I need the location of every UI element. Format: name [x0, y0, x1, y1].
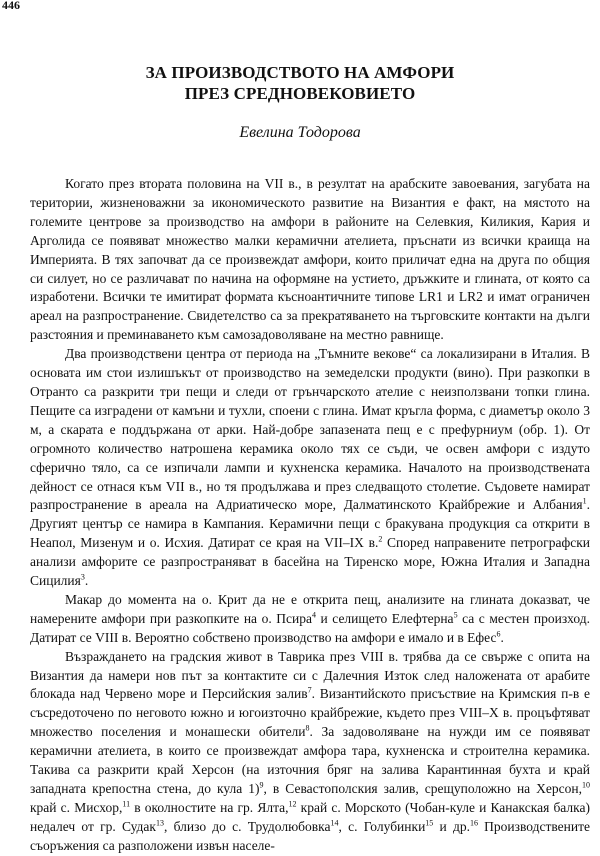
title-line-2: ПРЕЗ СРЕДНОВЕКОВИЕТО [184, 84, 416, 103]
paragraph-text: . Другият център се намира в Кампания. Керамични пещи с бракувана продукция са открити в Неапол, Мизенум и о. Исхия. Датират се края на VII–IX в. [30, 497, 590, 551]
footnote-marker: 11 [122, 799, 131, 809]
footnote-marker: 14 [330, 818, 339, 828]
paragraph-text: Възраждането на градския живот в Таврика през VIII в. трябва да се свърже с опита на Византия да намери нов път за контактите си с Далечния Изток след наложената от арабите блокада над Червено море и Персийския залив [30, 648, 590, 702]
footnote-marker: 4 [311, 610, 316, 620]
body-paragraph [30, 175, 590, 345]
author-name: Евелина Тодорова [239, 124, 361, 141]
body-paragraph [30, 345, 590, 591]
footnote-marker: 5 [453, 610, 458, 620]
paragraph-text: в околностите на гр. Ялта, [130, 799, 289, 815]
body-paragraph [30, 591, 590, 648]
footnote-marker: 3 [80, 572, 85, 582]
footnote-marker: 9 [259, 780, 264, 790]
footnote-marker: 7 [307, 685, 312, 695]
paragraph-text: са с местен произход. Датират се VIII в. Вероятно собствено производство на амфори е имало и в Ефес [30, 610, 590, 645]
footnote-marker: 13 [155, 818, 164, 828]
footnote-marker: 2 [378, 534, 383, 544]
footnote-marker: 12 [288, 799, 297, 809]
paragraph-text: , с. Голубинки [338, 818, 426, 834]
paragraph-text: край с. Морското (Чобан-куле и Канакская балка) недалеч от гр. Судак [30, 799, 590, 834]
footnote-marker: 1 [582, 496, 587, 506]
paragraph-text: и др. [433, 818, 470, 834]
footnote-marker: 10 [582, 780, 591, 790]
paragraph-text: , в Севастополския залив, срещуположно на Херсон, [263, 781, 583, 796]
footnote-marker: 16 [469, 818, 478, 828]
title-line-1: ЗА ПРОИЗВОДСТВОТО НА АМФОРИ [145, 63, 455, 82]
paragraph-text: Два производствени центра от периода на „Тъмните векове“ са локализирани в Италия. В основата им стои излишъкът от производство на земеделски продукти (вино). При разкопки в Отранто са разкрити три пещи и следи от грънчарското ателие с неизползвани топки глина. Пещите са изградени от камъни и тухли, споени с глина. Имат кръгла форма, с диаметър около 3 м, а скарата е поддържана от арки. Най-добре запазената пещ е с префурниум (обр. 1). От огромното количество натрошена керамика около тях се съди, че освен амфори с издуто сферично тяло, са се изпичали лампи и кухненска керамика. Началото на производствената дейност се отнася към VII в., но тя продължава и през следващото столетие. Съдовете намират разпространение в ареала на Адриатическо море, Далматинското Крайбрежие и Албания [30, 346, 590, 513]
body-paragraph [30, 648, 590, 856]
paragraph-text: Според направените петрографски анализи амфорите се разпространяват в басейна на Тиренско море, Южна Италия и Западна Сицилия [30, 535, 590, 589]
article-title [0, 62, 600, 104]
page-number: 446 [2, 0, 20, 12]
paragraph-text: . [84, 573, 89, 589]
article-body [30, 175, 590, 856]
footnote-marker: 8 [305, 723, 310, 733]
paragraph-text: и селището Елефтерна [315, 610, 454, 626]
paragraph-text: . Византийското присъствие на Кримския п-в е съсредоточено по неговото южно и югоизточно крайбрежие, където през VIII–X в. процъфтяват множество поселения и монашески обители [30, 686, 590, 740]
paragraph-text: . [500, 629, 504, 645]
footnote-marker: 6 [496, 629, 501, 639]
paragraph-text: Макар до момента на о. Крит да не е открита пещ, анализите на глината доказват, че намерените амфори при разкопките на о. Псира [30, 591, 590, 626]
paragraph-text: . За задоволяване на нужди им се появяват керамични ателиета, в които се произвеждат амфора тара, кухненска и строителна керамика. Такива са разкрити край Херсон (на източния бряг на залива Карантинная бухта и край западната крепостна стена, до кула 1) [30, 724, 591, 796]
paragraph-text: Производствените съоръжения са разположени извън населе- [30, 818, 591, 853]
footnote-marker: 15 [425, 818, 434, 828]
paragraph-text: край с. Мисхор, [30, 799, 123, 815]
paragraph-text: , близо до с. Трудолюбовка [163, 818, 331, 834]
paragraph-text: Когато през втората половина на VII в., в резултат на арабските завоевания, загубата на територии, жизненоважни за икономическото развитие на Византия е факт, на мястото на големите центрове за производство на амфори в районите на Селевкия, Киликия, Кария и Арголида се появяват множество малки керамични ателиета, пръснати из всички краища на Империята. В тях започват да се произвеждат амфори, които приличат една на друга по общия си силует, но се различават по начина на оформяне на устието, дръжките и глината, от която са изработени. Всички те имитират формата късноантичните типове LR1 и LR2 и имат ограничен ареал на разпространение. Свидетелство са за прекратяването на търговските контакти на дълги разстояния и преминаването към самозадоволяване на местно равнище. [30, 176, 590, 343]
